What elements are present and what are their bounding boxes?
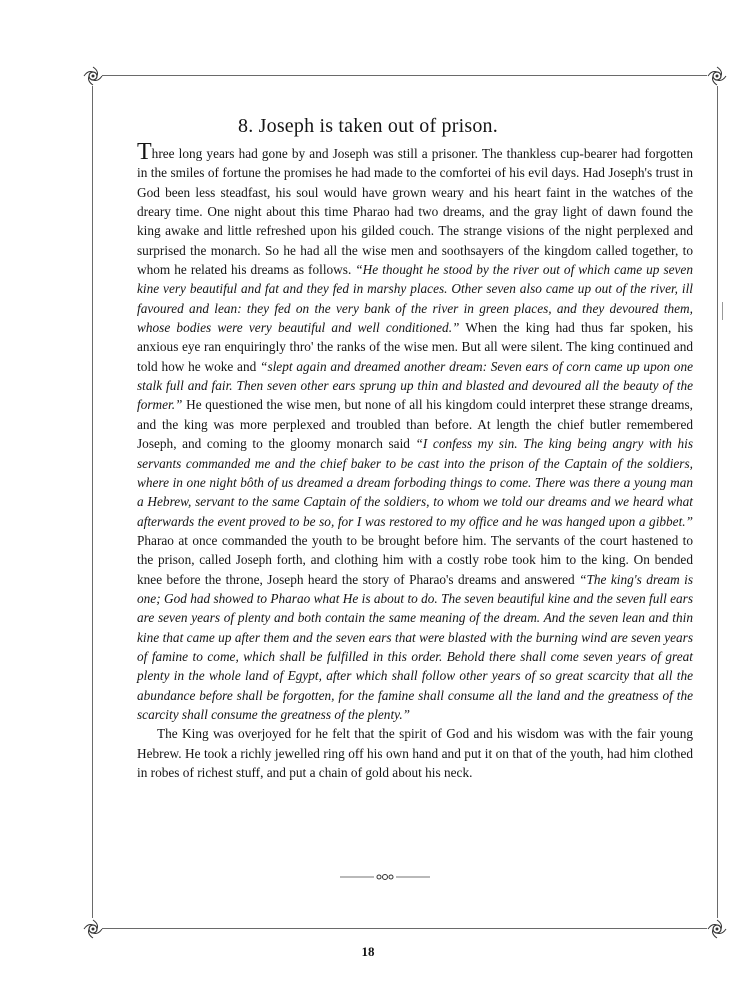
corner-ornament-icon (706, 65, 728, 87)
drop-cap: T (137, 139, 152, 165)
quotation-text: “The king's dream is one; God had showed to Pharao what He is about to do. The seven beautiful kine and the seven full ears are seven years of plenty and both contain the same meaning of the dream. And the seven lean and thin kine that came up after them and the seven ears that were blasted with the burning wind are seven years of famine to come, which shall be fulfilled in this order. Behold there shall come seven years of great plenty in the whole land of Egypt, after which shall follow other years of so great scarcity that all the abundance before shall be forgotten, for the famine shall consume all the land and the greatness of the scarcity shall consume the greatness of the plenty.” (137, 571, 693, 722)
quotation-text: “He thought he stood by the river out of which came up seven kine very beautiful and fat and they fed in marshy places. Other seven also came up out of the river, ill favoured and lean: they fed on the very bank of the river in green places, and they devoured them, whose bodies were very beautiful and well conditioned.” (137, 262, 693, 336)
frame-bottom-rule (102, 928, 707, 929)
corner-ornament-icon (82, 65, 104, 87)
narrative-text: He questioned the wise men, but none of all his kingdom could interpret these strange dreams, and the king was more perplexed and troubled than before. At length the chief butler remembered Joseph, and coming to the gloomy monarch said (137, 397, 693, 452)
paragraph-1 (137, 139, 693, 724)
frame-left-rule (92, 86, 93, 918)
tailpiece-ornament-icon (340, 872, 430, 882)
narrative-text: When the king had thus far spoken, his anxious eye ran enquiringly thro' the ranks of the wise men. But all were silent. The king continued and told how he woke and (137, 320, 693, 374)
narrative-text: Pharao at once commanded the youth to be brought before him. The servants of the court hastened to the prison, called Joseph forth, and clothing him with a costly robe took him to the king. On bended knee before the throne, Joseph heard the story of Pharao's dreams and answered (137, 532, 693, 587)
frame-right-rule (717, 86, 718, 918)
paragraph-2: The King was overjoyed for he felt that the spirit of God and his wisdom was with the fair young Hebrew. He took a richly jewelled ring off his own hand and put it on that of the youth, had him clothed in robes of richest stuff, and put a chain of gold about his neck. (137, 726, 693, 780)
chapter-body (137, 139, 693, 782)
quotation-text: “I confess my sin. The king being angry with his servants commanded me and the chief baker to be cast into the prison of the Captain of the soldiers, where in one night bôth of us dreamed a dream forboding things to come. There was there a young man a Hebrew, servant to the same Captain of the soldiers, to whom we told our dreams and we heard what afterwards the event proved to be so, for I was restored to my office and he was hanged upon a gibbet.” (137, 436, 693, 529)
corner-ornament-icon (82, 918, 104, 940)
frame-top-rule (102, 75, 707, 76)
narrative-text: hree long years had gone by and Joseph was still a prisoner. The thankless cup-bearer had forgotten in the smiles of fortune the promises he had made to the comfortei of his evil days. Had Joseph's trust in God been less steadfast, his soul would have grown weary and his heart faint in the watches of the dreary time. One night about this time Pharao had two dreams, and the gray light of dawn found the king awake and little refreshed upon his gilded couch. The strange visions of the night perplexed and surprised the monarch. So he had all the wise men and soothsayers of the kingdom called together, to whom he related his dreams as follows. (137, 146, 693, 278)
chapter-title: 8. Joseph is taken out of prison. (238, 115, 498, 137)
quotation-text: “slept again and dreamed another dream: Seven ears of corn came up upon one stalk full and fair. Then seven other ears sprung up thin and blasted and devoured all the beauty of the former.” (137, 358, 693, 413)
page-number: 18 (361, 944, 375, 959)
corner-ornament-icon (706, 918, 728, 940)
margin-mark (722, 302, 723, 320)
